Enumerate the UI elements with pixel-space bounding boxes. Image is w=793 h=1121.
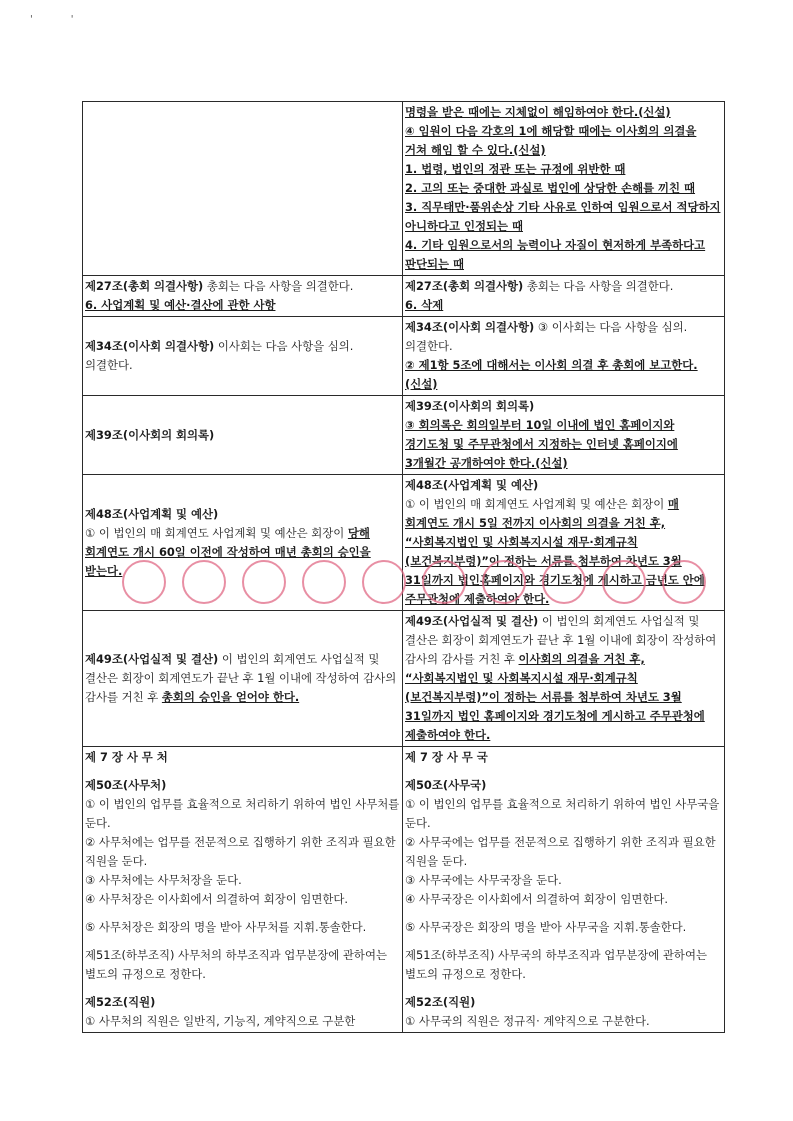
clause: ⑤ 사무처장은 회장의 명을 받아 사무처를 지휘.통솔한다. (85, 920, 367, 934)
chapter-title-old: 제 7 장 사 무 처 (85, 750, 168, 764)
new-text-cell (403, 276, 725, 317)
old-text-cell (83, 276, 403, 317)
text-line (405, 296, 722, 315)
old-text-cell (83, 747, 403, 1033)
clause: ③ 사무처에는 사무처장을 둔다. (85, 873, 242, 887)
article-body: 제51조(하부조직) 사무국의 하부조직과 업무분장에 관하여는 별도의 규정으로 정한다. (405, 948, 707, 981)
text-run: 이사회의 의결을 거친 후, “사회복지법인 및 사회복지시설 재무·회계규칙(보건복지부령)”이 정하는 서류를 첨부하여 차년도 3월 31일까지 법인 홈페이지와 경기도청에 게시하고 주무관청에 제출하여야 한다. (405, 652, 705, 742)
text-run: ③ 회의록은 회의일부터 10일 이내에 법인 홈페이지와 경기도청 및 주무관청에서 지정하는 인터넷 홈페이지에 3개월간 공개하여야 한다.(신설) (405, 418, 678, 470)
article-heading: 제50조(사무국) (405, 778, 487, 792)
clause: ① 사무국의 직원은 정규직· 계약직으로 구분한다. (405, 1014, 650, 1028)
new-text-cell (403, 611, 725, 747)
text-line (405, 495, 722, 609)
text-line (85, 277, 400, 296)
chapter-title-new: 제 7 장 사 무 국 (405, 750, 488, 764)
text-run: 매 회계연도 개시 5일 전까지 이사회의 의결을 거친 후, “사회복지법인 및 사회복지시설 재무·회계규칙(보건복지부령)”이 정하는 서류를 첨부하여 차년도 3월 31일까지 법인홈페이지와 경기도청에 게시하고 금년도 안에 주무관청에 제출하여야 한다. (405, 497, 705, 606)
text-line (405, 612, 722, 745)
text-run: 2. 고의 또는 중대한 과실로 법인에 상당한 손해를 끼친 때 (405, 181, 696, 195)
text-line (405, 179, 722, 198)
text-run: ② 제1항 5조에 대해서는 이사회 의결 후 총회에 보고한다.(신설) (405, 358, 698, 391)
text-run: 4. 기타 임원으로서의 능력이나 자질이 현저하게 부족하다고 판단되는 때 (405, 238, 706, 271)
text-run: 이 법인의 회계연도 사업실적 및 결산은 회장이 회계연도가 끝난 후 1월 이내에 회장이 작성하여 감사의 감사를 거친 후 (405, 614, 717, 666)
scan-marks: ' ' (30, 14, 74, 25)
new-text-cell (403, 747, 725, 1033)
text-line (85, 337, 400, 375)
table-row (83, 475, 725, 611)
text-run: 명령을 받은 때에는 지체없이 해임하여야 한다.(신설) (405, 105, 671, 119)
text-line (405, 160, 722, 179)
clause: ② 사무국에는 업무를 전문적으로 집행하기 위한 조직과 필요한 직원을 둔다. (405, 835, 716, 868)
comparison-rows (83, 102, 725, 747)
text-run: 제39조(이사회의 회의록) (405, 399, 535, 413)
text-run: 제48조(사업계획 및 예산) (405, 478, 539, 492)
text-line (405, 318, 722, 356)
table-row (83, 747, 725, 1033)
article-heading: 제52조(직원) (85, 995, 156, 1009)
text-run: 제34조(이사회 의결사항) (405, 320, 535, 334)
text-line (405, 476, 722, 495)
article-body: 제51조(하부조직) 사무처의 하부조직과 업무분장에 관하여는 별도의 규정으로 정한다. (85, 948, 387, 981)
text-line (85, 524, 400, 581)
table-row (83, 102, 725, 276)
table-row (83, 396, 725, 475)
table-row (83, 611, 725, 747)
text-line (405, 397, 722, 416)
text-line (85, 296, 400, 315)
text-run: 6. 사업계획 및 예산·결산에 관한 사항 (85, 298, 276, 312)
text-run: 제27조(총회 의결사항) (405, 279, 524, 293)
clause: ② 사무처에는 업무를 전문적으로 집행하기 위한 조직과 필요한 직원을 둔다. (85, 835, 396, 868)
new-text-cell (403, 396, 725, 475)
table-row (83, 276, 725, 317)
article-heading: 제52조(직원) (405, 995, 476, 1009)
clause: ① 이 법인의 업무를 효율적으로 처리하기 위하여 법인 사무처를 둔다. (85, 797, 400, 830)
text-run: 당해 회계연도 개시 60일 이전에 작성하여 매년 총회의 승인을 받는다. (85, 525, 371, 578)
clause: ④ 사무처장은 이사회에서 의결하여 회장이 임면한다. (85, 892, 349, 906)
text-run: 6. 삭제 (405, 298, 444, 312)
text-run: 3. 직무태만·품위손상 기타 사유로 인하여 임원으로서 적당하지 아니하다고 인정되는 때 (405, 200, 721, 233)
old-text-cell (83, 611, 403, 747)
old-text-cell (83, 102, 403, 276)
text-line (405, 277, 722, 296)
text-run: ④ 임원이 다음 각호의 1에 해당할 때에는 이사회의 의결을 거쳐 해임 할 수 있다.(신설) (405, 124, 697, 157)
text-line (405, 236, 722, 274)
clause: ① 사무처의 직원은 일반직, 기능직, 계약직으로 구분한 (85, 1014, 356, 1028)
article-heading: 제50조(사무처) (85, 778, 167, 792)
text-run: 1. 법령, 법인의 정관 또는 규정에 위반한 때 (405, 162, 626, 176)
old-text-cell (83, 475, 403, 611)
text-line (405, 103, 722, 122)
text-run: 제34조(이사회 의결사항) (85, 339, 215, 353)
text-line (85, 426, 400, 445)
text-run: 총회는 다음 사항을 의결한다. (523, 279, 674, 293)
text-line (85, 505, 400, 524)
text-run: ① 이 법인의 매 회계연도 사업계획 및 예산은 회장이 (85, 525, 348, 540)
text-run: 제49조(사업실적 및 결산) (405, 614, 539, 628)
text-run: 제39조(이사회의 회의록) (85, 427, 215, 442)
text-line (405, 416, 722, 473)
text-run: 총회의 승인을 얻어야 한다. (161, 690, 300, 704)
old-text-cell (83, 317, 403, 396)
text-line (405, 122, 722, 160)
text-line (85, 650, 400, 707)
text-run: 제27조(총회 의결사항) (85, 279, 204, 293)
text-line (405, 198, 722, 236)
text-run: 이 법인의 회계연도 사업실적 및 결산은 회장이 회계연도가 끝난 후 1월 이내에 작성하여 감사의 감사를 거친 후 (85, 652, 397, 704)
text-run: 제48조(사업계획 및 예산) (85, 506, 219, 521)
text-run: 총회는 다음 사항을 의결한다. (203, 279, 354, 293)
new-text-cell (403, 475, 725, 611)
clause: ③ 사무국에는 사무국장을 둔다. (405, 873, 562, 887)
old-text-cell (83, 396, 403, 475)
clause: ① 이 법인의 업무를 효율적으로 처리하기 위하여 법인 사무국을 둔다. (405, 797, 720, 830)
new-text-cell (403, 102, 725, 276)
clause: ④ 사무국장은 이사회에서 의결하여 회장이 임면한다. (405, 892, 669, 906)
text-run: 이사회는 다음 사항을 심의.의결한다. (85, 339, 354, 372)
clause: ⑤ 사무국장은 회장의 명을 받아 사무국을 지휘.통솔한다. (405, 920, 687, 934)
new-text-cell (403, 317, 725, 396)
text-run: ③ 이사회는 다음 사항을 심의.의결한다. (405, 320, 688, 353)
text-run: ① 이 법인의 매 회계연도 사업계획 및 예산은 회장이 (405, 497, 668, 511)
text-line (405, 356, 722, 394)
text-run: 제49조(사업실적 및 결산) (85, 652, 219, 666)
table-row (83, 317, 725, 396)
comparison-table (82, 101, 725, 1033)
